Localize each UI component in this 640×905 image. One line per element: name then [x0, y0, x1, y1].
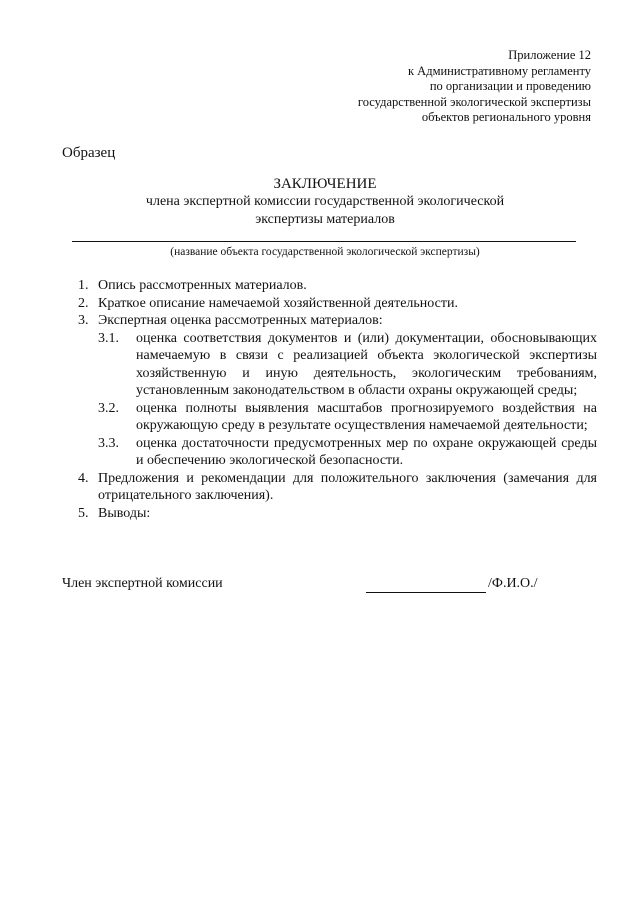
appendix-header: [291, 48, 591, 126]
appendix-line: объектов регионального уровня: [421, 110, 591, 124]
item-number: 5.: [78, 505, 89, 521]
appendix-line: государственной экологической экспертизы: [357, 94, 591, 109]
subitem-text: оценка достаточности предусмотренных мер по охране окружающей среды и обеспечению экологической безопасности.: [136, 435, 597, 468]
object-name-blank: [72, 241, 576, 242]
item-text: Краткое описание намечаемой хозяйственной деятельности.: [98, 295, 458, 311]
item-number: 2.: [78, 295, 89, 311]
document-subtitle-line: экспертизы материалов: [255, 212, 395, 227]
subitem-number: 3.3.: [98, 435, 119, 451]
item-text: Экспертная оценка рассмотренных материалов:: [98, 313, 383, 328]
subitem-text: оценка соответствия документов и (или) документации, обосновывающих намечаемую в связи с реализацией объекта экологической экспертизы хозяйственную и иную деятельность, экологическим требованиям, установленным законодательством в области охраны окружающей среды;: [136, 330, 597, 398]
item-text: Предложения и рекомендации для положительного заключения (замечания для отрицательного заключения).: [98, 470, 597, 503]
sub-list-item: [72, 435, 597, 470]
signature-role: Член экспертной комиссии: [62, 576, 223, 591]
document-title: ЗАКЛЮЧЕНИЕ: [273, 176, 377, 192]
appendix-line: Приложение 12: [508, 48, 591, 62]
document-subtitle-line: члена экспертной комиссии государственной экологической: [145, 194, 505, 209]
object-name-caption: (название объекта государственной экологической экспертизы): [170, 246, 480, 258]
subitem-number: 3.1.: [98, 330, 119, 346]
title-block: [72, 175, 578, 229]
sub-list-item: [72, 330, 597, 400]
list-item: [72, 312, 597, 330]
signature-name-placeholder: /Ф.И.О./: [488, 576, 538, 591]
list-item: [72, 470, 597, 505]
item-number: 3.: [78, 313, 89, 328]
list-item: [72, 295, 597, 313]
list-item: [72, 277, 597, 295]
item-text: Опись рассмотренных материалов.: [98, 278, 307, 293]
signature-blank: [366, 592, 486, 593]
item-text: Выводы:: [98, 505, 151, 521]
subitem-number: 3.2.: [98, 400, 119, 416]
list-item: [72, 505, 597, 523]
item-number: 4.: [78, 470, 89, 486]
appendix-line: к Административному регламенту: [407, 63, 591, 78]
sample-label: Образец: [62, 145, 116, 161]
appendix-line: по организации и проведению: [429, 79, 591, 93]
item-number: 1.: [78, 278, 89, 293]
subitem-text: оценка полноты выявления масштабов прогнозируемого воздействия на окружающую среду в результате осуществления намечаемой деятельности;: [136, 400, 597, 433]
content-list: [72, 277, 597, 522]
sub-list-item: [72, 400, 597, 435]
